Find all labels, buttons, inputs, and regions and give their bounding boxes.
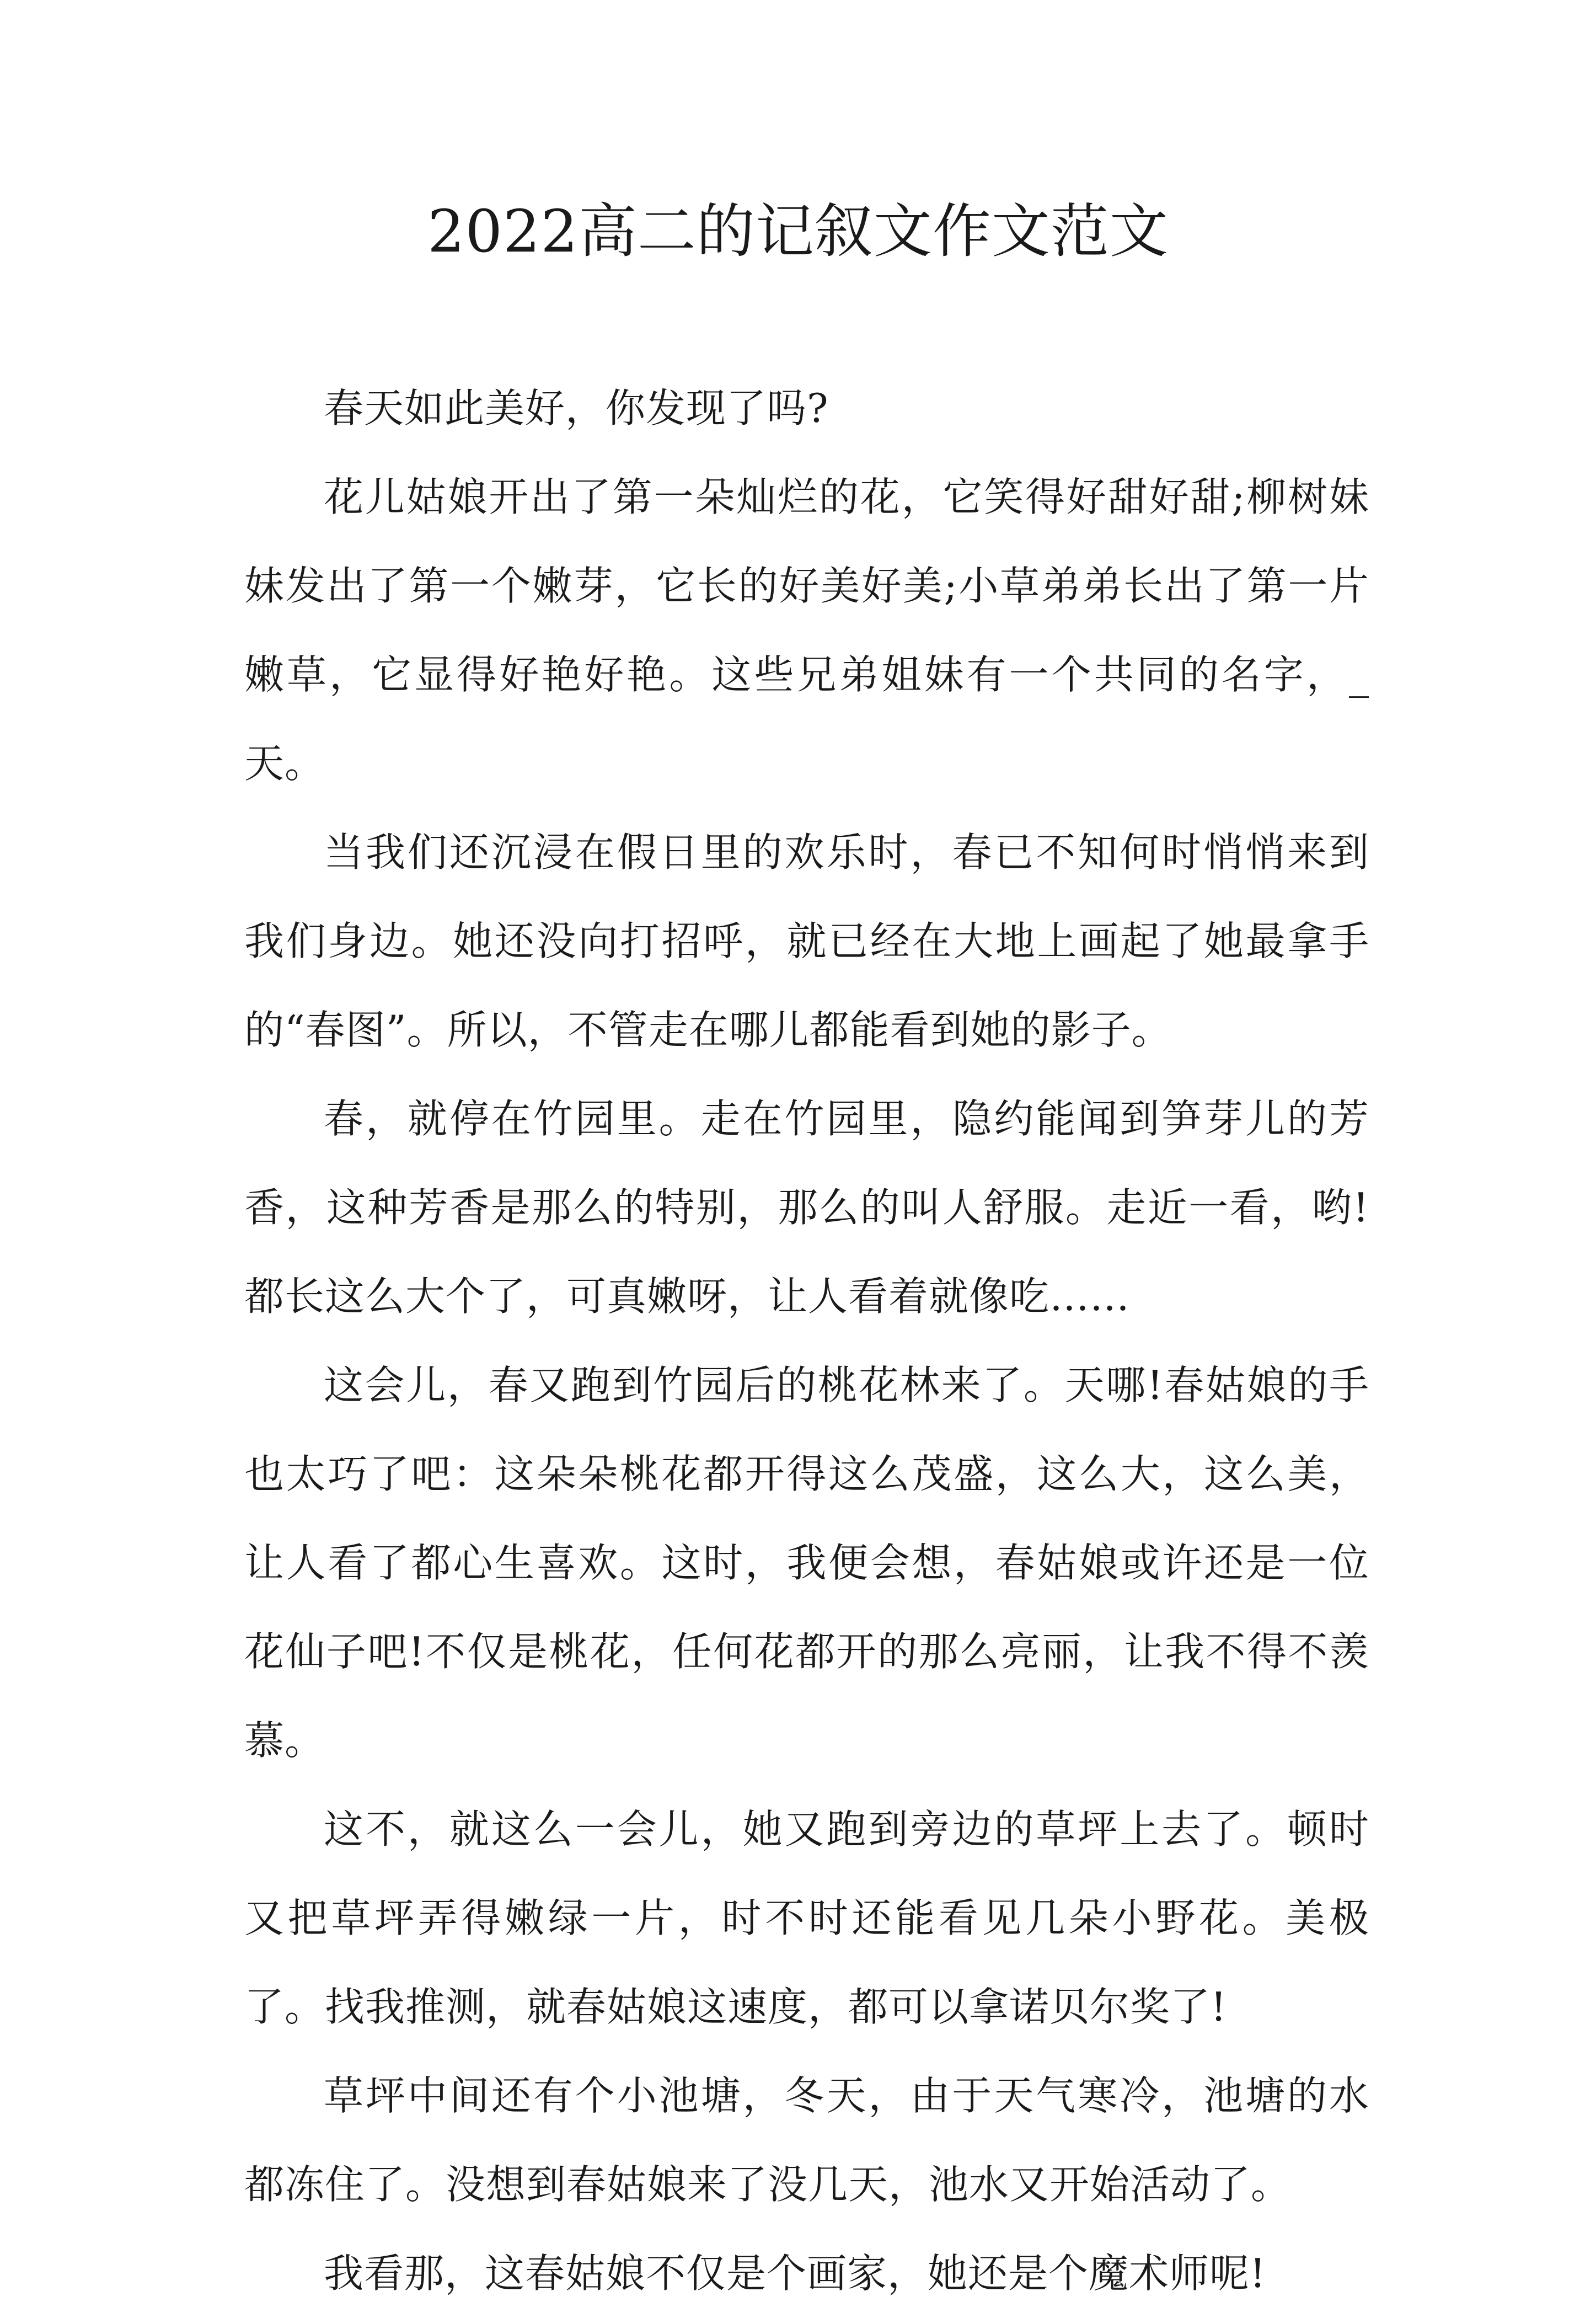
paragraph: 当我们还沉浸在假日里的欢乐时，春已不知何时悄悄来到我们身边。她还没向打招呼，就已经在大地上画起了她最拿手的“春图”。所以，不管走在哪儿都能看到她的影子。 <box>244 829 1369 1053</box>
paragraph: 花儿姑娘开出了第一朵灿烂的花，它笑得好甜好甜;柳树妹妹发出了第一个嫩芽，它长的好美好美;小草弟弟长出了第一片嫩草，它显得好艳好艳。这些兄弟姐妹有一个共同的名字，_天。 <box>244 474 1369 787</box>
paragraph: 春，就停在竹园里。走在竹园里，隐约能闻到笋芽儿的芳香，这种芳香是那么的特别，那么的叫人舒服。走近一看，哟!都长这么大个了，可真嫩呀，让人看着就像吃…… <box>244 1096 1369 1320</box>
paragraph: 春天如此美好，你发现了吗? <box>324 385 829 431</box>
paragraph: 我看那，这春姑娘不仅是个画家，她还是个魔术师呢! <box>324 2250 1266 2296</box>
paragraph: 这会儿，春又跑到竹园后的桃花林来了。天哪!春姑娘的手也太巧了吧：这朵朵桃花都开得这么茂盛，这么大，这么美，让人看了都心生喜欢。这时，我便会想，春姑娘或许还是一位花仙子吧!不仅是桃花，任何花都开的那么亮丽，让我不得不羡慕。 <box>244 1362 1369 1764</box>
paragraph: 这不，就这么一会儿，她又跑到旁边的草坪上去了。顿时又把草坪弄得嫩绿一片，时不时还能看见几朵小野花。美极了。找我推测，就春姑娘这速度，都可以拿诺贝尔奖了! <box>244 1806 1369 2030</box>
paragraph: 草坪中间还有个小池塘，冬天，由于天气寒冷，池塘的水都冻住了。没想到春姑娘来了没几天，池水又开始活动了。 <box>244 2073 1369 2208</box>
document-body <box>244 364 1369 2318</box>
document-title: 2022高二的记叙文作文范文 <box>427 197 1169 265</box>
